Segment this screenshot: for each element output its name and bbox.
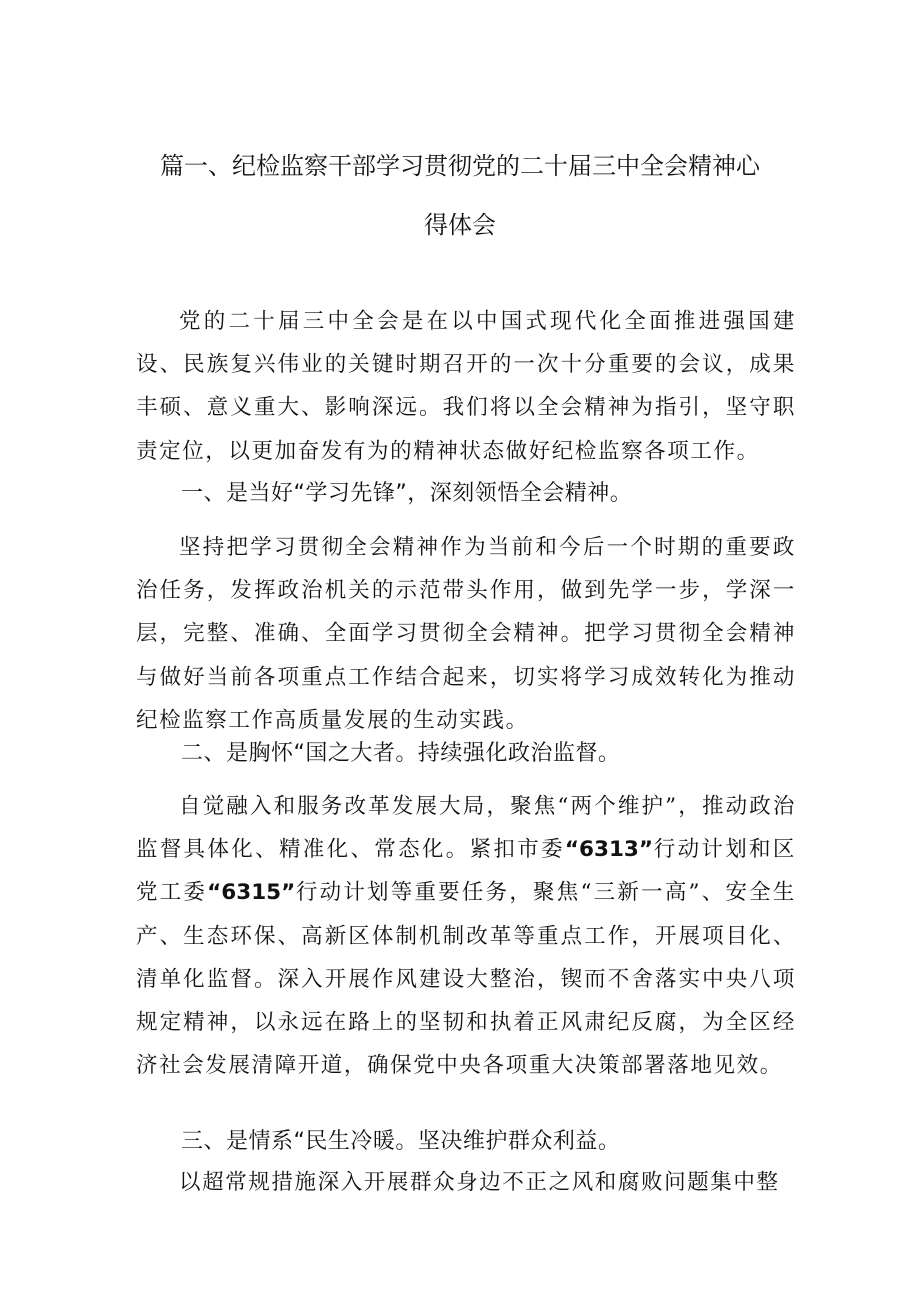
section-2-body-part-1: 自觉融入和服务改革发展大局，聚焦“两个维护”，推动政治监督具体化、精准化、常态化。紧扣市委 bbox=[136, 794, 796, 863]
intro-paragraph: 党的二十届三中全会是在以中国式现代化全面推进强国建设、民族复兴伟业的关键时期召开的一次十分重要的会议，成果丰硕、意义重大、影响深远。我们将以全会精神为指引，坚守职责定位，以更加奋发有为的精神状态做好纪检监察各项工作。 bbox=[136, 309, 796, 464]
section-2-body bbox=[136, 785, 796, 1087]
section-2-plan-number-2: “6315” bbox=[207, 880, 296, 906]
section-3-heading: 三、是情系“民生冷暖。坚决维护群众利益。 bbox=[181, 1129, 621, 1154]
section-1-body: 坚持把学习贯彻全会精神作为当前和今后一个时期的重要政治任务，发挥政治机关的示范带头作用，做到先学一步，学深一层，完整、准确、全面学习贯彻全会精神。把学习贯彻全会精神与做好当前各项重点工作结合起来，切实将学习成效转化为推动纪检监察工作高质量发展的生动实践。 bbox=[136, 535, 796, 733]
section-2-heading: 二、是胸怀“国之大者。持续强化政治监督。 bbox=[181, 741, 621, 766]
document-title-line-2: 得体会 bbox=[424, 211, 496, 239]
document-title-line-1: 篇一、纪检监察干部学习贯彻党的二十届三中全会精神心 bbox=[160, 152, 760, 180]
section-2-plan-number-1: “6313” bbox=[564, 837, 654, 863]
section-2-body-part-2: 行动计划和区党工委 bbox=[136, 837, 796, 906]
section-2-body-part-3: 行动计划等重要任务，聚焦“三新一高”、安全生产、生态环保、高新区体制机制改革等重点工作，开展项目化、清单化监督。深入开展作风建设大整治，锲而不舍落实中央八项规定精神，以永远在路上的坚韧和执着正风肃纪反腐，为全区经济社会发展清障开道，确保党中央各项重大决策部署落地见效。 bbox=[136, 880, 796, 1079]
section-1-heading: 一、是当好“学习先锋”，深刻领悟全会精神。 bbox=[181, 481, 633, 506]
section-3-body: 以超常规措施深入开展群众身边不正之风和腐败问题集中整 bbox=[179, 1170, 780, 1195]
